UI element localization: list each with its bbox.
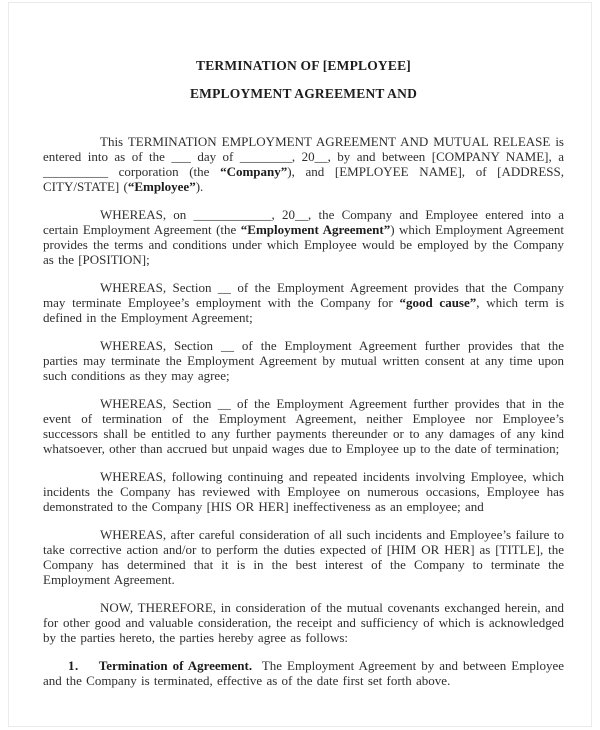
text-segment: The Employment Agreement by and between Employee and the Company is terminated, effective as of the date first set forth above. xyxy=(43,658,565,688)
text-segment: ), and [EMPLOYEE NAME], of [ADDRESS, CITY/STATE] ( xyxy=(43,164,564,194)
bold-text-segment: Termination of Agreement. xyxy=(98,658,253,673)
title-line-2: EMPLOYMENT AGREEMENT AND xyxy=(189,86,418,101)
text-segment: ). xyxy=(195,179,204,194)
text-segment: , which term is defined in the Employment Agreement; xyxy=(43,295,564,325)
paragraph xyxy=(43,527,564,587)
text-segment: NOW, THEREFORE, in consideration of the mutual covenants exchanged herein, and for other good and valuable consideration, the receipt and sufficiency of which is acknowledged by the parties hereto, the parties hereby agree as follows: xyxy=(43,600,564,645)
text-segment: WHEREAS, following continuing and repeated incidents involving Employee, which incidents the Company has reviewed with Employee on numerous occasions, Employee has demonstrated to the Company [HIS OR HER] ineffectiveness as an employee; and xyxy=(43,469,564,514)
bold-text-segment: “good cause” xyxy=(399,295,477,310)
clause-number: 1. xyxy=(68,658,79,673)
document-title xyxy=(43,52,564,108)
paragraph xyxy=(43,134,564,194)
text-segment: WHEREAS, on ____________, 20__, the Company and Employee entered into a certain Employment Agreement (the xyxy=(43,207,564,237)
text-segment: WHEREAS, after careful consideration of all such incidents and Employee’s failure to take corrective action and/or to perform the duties expected of [HIM OR HER] as [TITLE], the Company has determined that it is in the best interest of the Company to terminate the Employment Agreement. xyxy=(43,527,564,587)
bold-text-segment: “Company” xyxy=(220,164,288,179)
document-body xyxy=(43,134,564,688)
text-segment: WHEREAS, Section __ of the Employment Agreement further provides that in the event of termination of the Employment Agreement, neither Employee nor Employee’s successors shall be entitled to any further payments thereunder or to any damages of any kind whatsoever, other than accrued but unpaid wages due to Employee up to the date of termination; xyxy=(43,396,564,456)
bold-text-segment: “Employee” xyxy=(127,179,196,194)
paragraph xyxy=(43,600,564,645)
text-segment: WHEREAS, Section __ of the Employment Agreement further provides that the parties may terminate the Employment Agreement by mutual written consent at any time upon such conditions as they may agree; xyxy=(43,338,564,383)
bold-text-segment: “Employment Agreement” xyxy=(240,222,391,237)
paragraph xyxy=(43,396,564,456)
title-line-1: TERMINATION OF [EMPLOYEE] xyxy=(195,58,411,73)
paragraph xyxy=(43,469,564,514)
numbered-clause xyxy=(43,658,564,688)
text-segment: WHEREAS, Section __ of the Employment Agreement provides that the Company may terminate Employee’s employment with the Company for xyxy=(43,280,564,310)
paragraph xyxy=(43,338,564,383)
paragraph xyxy=(43,280,564,325)
paragraph xyxy=(43,207,564,267)
document-content xyxy=(43,0,564,701)
text-segment: ) which Employment Agreement provides the terms and conditions under which Employee would be employed by the Company as the [POSITION]; xyxy=(43,222,565,267)
text-segment: This TERMINATION EMPLOYMENT AGREEMENT AND MUTUAL RELEASE is entered into as of the ___ day of ________, 20__, by and between [COMPANY NAME], a __________ corporation (the xyxy=(43,134,564,179)
